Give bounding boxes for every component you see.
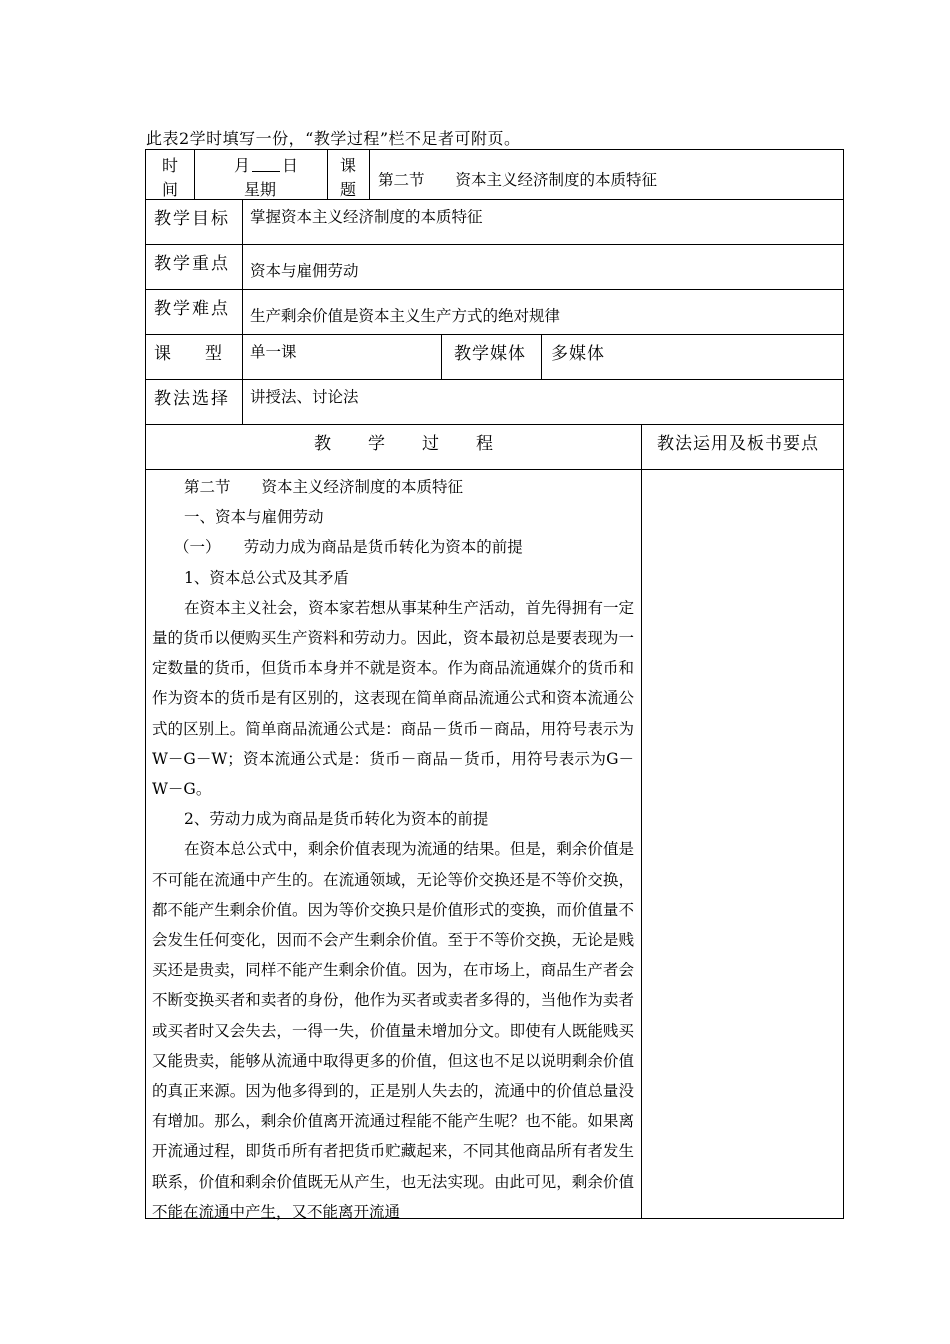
col-divider	[641, 424, 642, 1219]
difficulty-value: 生产剩余价值是资本主义生产方式的绝对规律	[250, 307, 561, 325]
row-divider	[145, 469, 844, 470]
point-heading: 1、资本总公式及其矛盾	[184, 568, 349, 587]
subsection-heading: （一） 劳动力成为商品是货币转化为资本的前提	[174, 538, 523, 557]
lesson-type-value: 单一课	[250, 343, 297, 361]
section-title: 第二节 资本主义经济制度的本质特征	[184, 478, 464, 496]
lesson-type-label: 课 型	[154, 344, 222, 364]
topic-label: 题	[340, 180, 357, 199]
col-divider	[242, 199, 243, 424]
time-label: 时	[162, 156, 179, 175]
topic-value: 第二节 资本主义经济制度的本质特征	[378, 171, 658, 189]
row-divider	[145, 334, 844, 335]
process-header: 教 学 过 程	[314, 434, 494, 454]
paragraph: 在资本总公式中，剩余价值表现为流通的结果。但是，剩余价值是不可能在流通中产生的。在流通领域，无论等价交换还是不等价交换，都不能产生剩余价值。因为等价交换只是价值形式的变换，而价值量不会发生任何变化，因而不会产生剩余价值。至于不等价交换，无论是贱买还是贵卖，同样不能产生剩余价值。因为，在市场上，商品生产者会不断变换买者和卖者的身份，他作为买者或卖者多得的，当他作为卖者或买者时又会失去，一得一失，价值量未增加分文。即使有人既能贱买又能贵卖，能够从流通中取得更多的价值，但这也不足以说明剩余价值的真正来源。因为他多得到的，正是别人失去的，流通中的价值总量没有增加。那么，剩余价值离开流通过程能不能产生呢？也不能。如果离开流通过程，即货币所有者把货币贮藏起来，不同其他商品所有者发生联系，价值和剩余价值既无从产生，也无法实现。由此可见，剩余价值不能在流通中产生，又不能离开流通	[152, 840, 634, 1221]
subsection-title: 一、资本与雇佣劳动	[184, 508, 324, 527]
date-blank[interactable]	[252, 171, 280, 172]
col-divider	[327, 149, 328, 199]
method-label: 教法选择	[154, 389, 230, 409]
col-divider	[194, 149, 195, 199]
media-label: 教学媒体	[454, 344, 526, 364]
col-divider	[441, 334, 442, 379]
point-heading: 2、劳动力成为商品是货币转化为资本的前提	[184, 810, 489, 829]
key-point-value: 资本与雇佣劳动	[250, 262, 359, 280]
goal-label: 教学目标	[154, 209, 230, 229]
media-value: 多媒体	[551, 344, 605, 364]
side-notes-header: 教法运用及板书要点	[657, 434, 819, 454]
time-label: 间	[162, 180, 179, 199]
day-label: 日	[282, 156, 299, 175]
key-point-label: 教学重点	[154, 254, 230, 274]
method-value: 讲授法、讨论法	[250, 388, 359, 406]
goal-value: 掌握资本主义经济制度的本质特征	[250, 208, 483, 226]
row-divider	[145, 379, 844, 380]
paragraph: 在资本主义社会，资本家若想从事某种生产活动，首先得拥有一定量的货币以便购买生产资料和劳动力。因此，资本最初总是要表现为一定数量的货币，但货币本身并不就是资本。作为商品流通媒介的货币和作为资本的货币是有区别的，这表现在简单商品流通公式和资本流通公式的区别上。简单商品流通公式是：商品－货币－商品，用符号表示为W－G－W；资本流通公式是：货币－商品－货币，用符号表示为G－W－G。	[152, 598, 634, 799]
process-content	[152, 472, 634, 1227]
col-divider	[369, 149, 370, 199]
weekday-label: 星期	[244, 180, 277, 199]
row-divider	[145, 244, 844, 245]
difficulty-label: 教学难点	[154, 299, 230, 319]
topic-label: 课	[340, 156, 357, 175]
row-divider	[145, 424, 844, 425]
month-label: 月	[234, 156, 251, 175]
form-note: 此表2学时填写一份，“教学过程”栏不足者可附页。	[146, 129, 521, 148]
col-divider	[541, 334, 542, 379]
row-divider	[145, 289, 844, 290]
